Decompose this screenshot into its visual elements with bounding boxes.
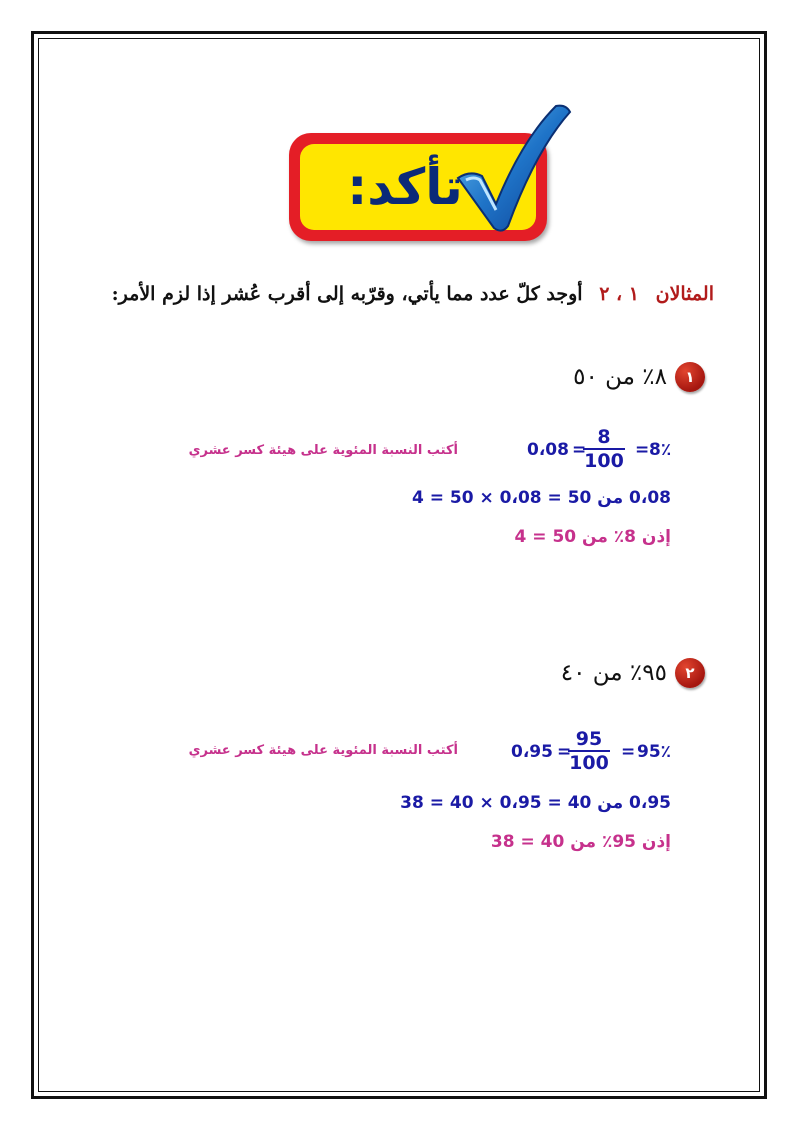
- q1-equals-1: =: [635, 440, 650, 460]
- q2-equals-2: =: [557, 742, 572, 762]
- question-2-header: [561, 658, 705, 688]
- instruction-line: [112, 283, 714, 305]
- question-2-title: ٩٥٪ من ٤٠: [560, 660, 667, 686]
- q2-denominator: 100: [569, 752, 609, 774]
- q2-percent: 95٪: [637, 742, 672, 762]
- q2-decimal: 0،95: [511, 742, 553, 762]
- q1-note: أكتب النسبة المئوية على هيئة كسر عشري: [188, 443, 458, 458]
- q2-step-2: 0،95 من 40 = 0،95 × 40 = 38: [400, 793, 671, 813]
- q1-fraction: [583, 426, 625, 472]
- q1-denominator: 100: [584, 450, 624, 472]
- q2-result: إذن 95٪ من 40 = 38: [490, 832, 671, 852]
- q1-fraction-line: [527, 428, 677, 474]
- checkmark-icon: [452, 100, 572, 235]
- examples-numbers: ١ ، ٢: [599, 283, 639, 305]
- q1-result: إذن 8٪ من 50 = 4: [514, 527, 671, 547]
- instruction-text: أوجد كلّ عدد مما يأتي، وقرّبه إلى أقرب عُشر إذا لزم الأمر:: [111, 283, 583, 305]
- q1-percent: 8٪: [649, 440, 672, 460]
- question-1-header: [573, 362, 705, 392]
- q2-note: أكتب النسبة المئوية على هيئة كسر عشري: [188, 743, 458, 758]
- q1-step-2: 0،08 من 50 = 0،08 × 50 = 4: [411, 488, 671, 508]
- question-1-title: ٨٪ من ٥٠: [573, 364, 667, 390]
- examples-label: المثالان: [655, 283, 714, 305]
- q2-equals-1: =: [621, 742, 636, 762]
- banner-title: تأكد:: [347, 158, 463, 216]
- q1-equals-2: =: [572, 440, 587, 460]
- q2-fraction: [568, 728, 610, 774]
- q2-fraction-line: [511, 730, 677, 776]
- question-1-number-badge: ١: [675, 362, 705, 392]
- question-2-number-badge: ٢: [675, 658, 705, 688]
- q2-numerator: 95: [568, 728, 610, 752]
- q1-numerator: 8: [583, 426, 625, 450]
- q1-decimal: 0،08: [527, 440, 569, 460]
